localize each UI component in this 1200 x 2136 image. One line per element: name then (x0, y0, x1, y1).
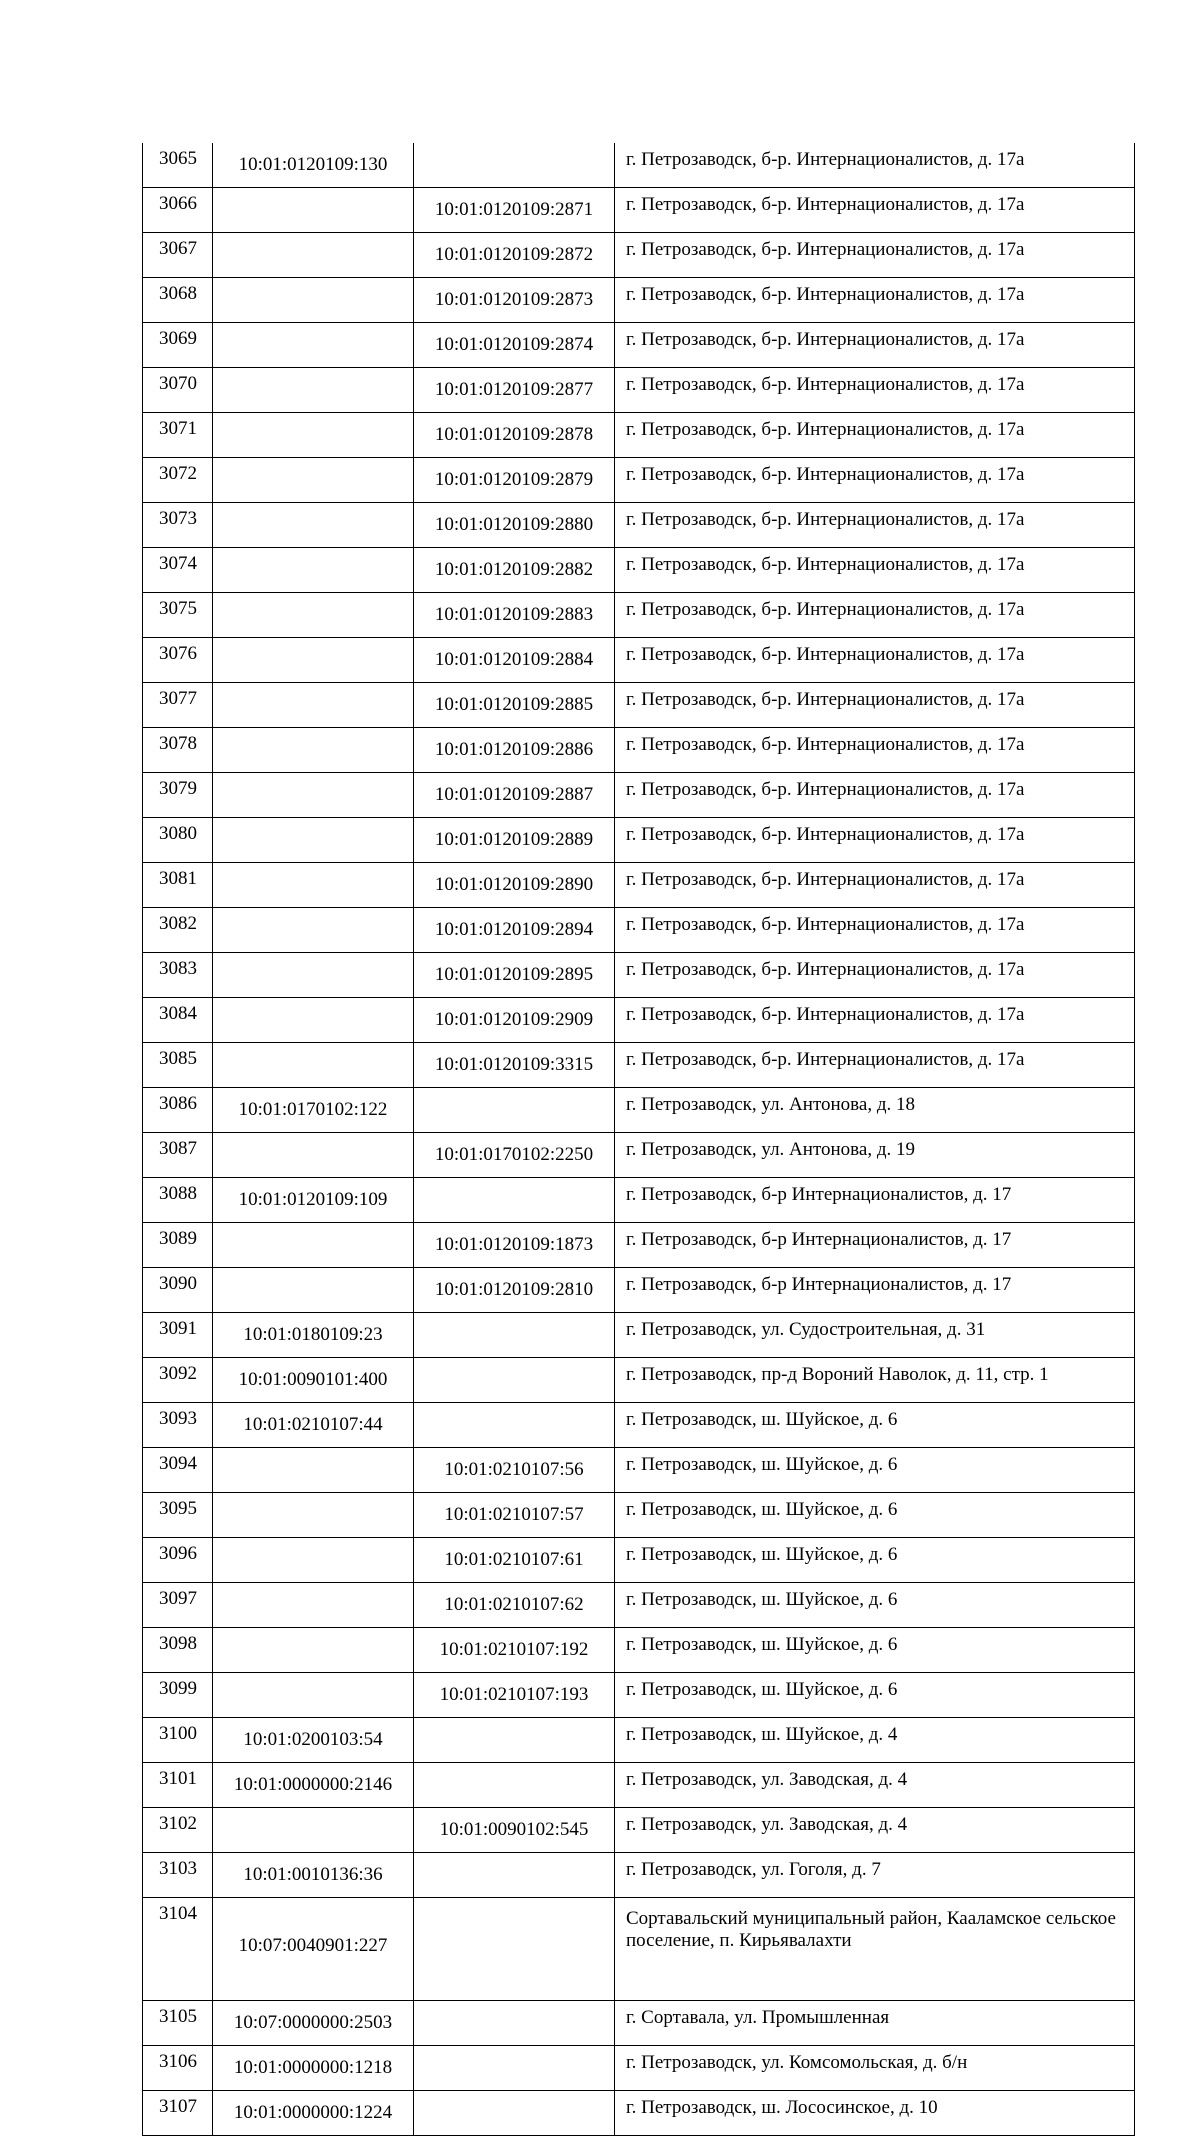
address-cell: г. Петрозаводск, б-р Интернационалистов, д. 17 (615, 1268, 1135, 1313)
row-number-cell: 3105 (143, 2001, 213, 2046)
linked-cadastral-number-cell: 10:01:0120109:2889 (414, 818, 615, 863)
row-number-cell: 3098 (143, 1628, 213, 1673)
address-cell: г. Петрозаводск, ш. Шуйское, д. 6 (615, 1673, 1135, 1718)
row-number-cell: 3101 (143, 1763, 213, 1808)
row-number-cell: 3065 (143, 143, 213, 188)
table-row (143, 2046, 1135, 2091)
row-number-cell: 3069 (143, 323, 213, 368)
table-row (143, 1358, 1135, 1403)
row-number-cell: 3077 (143, 683, 213, 728)
row-number-cell: 3072 (143, 458, 213, 503)
cadastral-number-cell (213, 1538, 414, 1583)
cadastral-number-cell (213, 1583, 414, 1628)
table-row (143, 548, 1135, 593)
address-cell: г. Петрозаводск, ул. Антонова, д. 19 (615, 1133, 1135, 1178)
cadastral-number-cell (213, 773, 414, 818)
cadastral-number-cell: 10:07:0000000:2503 (213, 2001, 414, 2046)
linked-cadastral-number-cell: 10:01:0120109:2885 (414, 683, 615, 728)
cadastral-number-cell (213, 188, 414, 233)
table-row (143, 1403, 1135, 1448)
address-cell: г. Петрозаводск, б-р. Интернационалистов, д. 17а (615, 638, 1135, 683)
table-row (143, 503, 1135, 548)
table-row (143, 1808, 1135, 1853)
cadastral-number-cell (213, 368, 414, 413)
cadastral-number-cell (213, 638, 414, 683)
table-row (143, 1583, 1135, 1628)
address-cell: г. Петрозаводск, ш. Шуйское, д. 6 (615, 1493, 1135, 1538)
table-row (143, 638, 1135, 683)
address-cell: г. Петрозаводск, б-р. Интернационалистов, д. 17а (615, 368, 1135, 413)
linked-cadastral-number-cell (414, 1898, 615, 2001)
cadastral-number-cell (213, 818, 414, 863)
address-cell: г. Петрозаводск, б-р. Интернационалистов, д. 17а (615, 323, 1135, 368)
linked-cadastral-number-cell (414, 1403, 615, 1448)
address-cell: г. Петрозаводск, б-р. Интернационалистов, д. 17а (615, 143, 1135, 188)
row-number-cell: 3097 (143, 1583, 213, 1628)
cadastral-number-cell: 10:01:0120109:130 (213, 143, 414, 188)
table-row (143, 998, 1135, 1043)
address-cell: г. Петрозаводск, б-р. Интернационалистов, д. 17а (615, 278, 1135, 323)
row-number-cell: 3084 (143, 998, 213, 1043)
address-cell: г. Петрозаводск, ул. Заводская, д. 4 (615, 1763, 1135, 1808)
table-row (143, 1178, 1135, 1223)
linked-cadastral-number-cell: 10:01:0120109:2890 (414, 863, 615, 908)
address-cell: г. Петрозаводск, ул. Антонова, д. 18 (615, 1088, 1135, 1133)
table-row (143, 1853, 1135, 1898)
row-number-cell: 3067 (143, 233, 213, 278)
table-row (143, 863, 1135, 908)
table-row (143, 233, 1135, 278)
row-number-cell: 3102 (143, 1808, 213, 1853)
cadastral-number-cell (213, 683, 414, 728)
linked-cadastral-number-cell: 10:01:0120109:2810 (414, 1268, 615, 1313)
linked-cadastral-number-cell: 10:01:0120109:2874 (414, 323, 615, 368)
row-number-cell: 3082 (143, 908, 213, 953)
table-row (143, 1088, 1135, 1133)
cadastral-number-cell (213, 1043, 414, 1088)
table-row (143, 1493, 1135, 1538)
linked-cadastral-number-cell: 10:01:0170102:2250 (414, 1133, 615, 1178)
address-cell: г. Петрозаводск, ш. Шуйское, д. 6 (615, 1628, 1135, 1673)
cadastral-number-cell: 10:01:0090101:400 (213, 1358, 414, 1403)
linked-cadastral-number-cell: 10:01:0120109:2873 (414, 278, 615, 323)
cadastral-number-cell: 10:01:0010136:36 (213, 1853, 414, 1898)
table-row (143, 1313, 1135, 1358)
address-cell: г. Петрозаводск, б-р. Интернационалистов, д. 17а (615, 413, 1135, 458)
table-row (143, 1673, 1135, 1718)
linked-cadastral-number-cell: 10:01:0210107:193 (414, 1673, 615, 1718)
row-number-cell: 3104 (143, 1898, 213, 2001)
cadastral-table (142, 143, 1135, 2136)
cadastral-number-cell: 10:01:0170102:122 (213, 1088, 414, 1133)
cadastral-number-cell (213, 863, 414, 908)
table-row (143, 1898, 1135, 2001)
cadastral-number-cell (213, 1493, 414, 1538)
cadastral-number-cell (213, 593, 414, 638)
linked-cadastral-number-cell: 10:01:0120109:2880 (414, 503, 615, 548)
row-number-cell: 3074 (143, 548, 213, 593)
table-row (143, 1223, 1135, 1268)
row-number-cell: 3076 (143, 638, 213, 683)
address-cell: г. Петрозаводск, б-р Интернационалистов, д. 17 (615, 1223, 1135, 1268)
address-cell: г. Петрозаводск, б-р. Интернационалистов, д. 17а (615, 818, 1135, 863)
row-number-cell: 3086 (143, 1088, 213, 1133)
linked-cadastral-number-cell: 10:01:0120109:2886 (414, 728, 615, 773)
row-number-cell: 3095 (143, 1493, 213, 1538)
table-row (143, 368, 1135, 413)
linked-cadastral-number-cell: 10:01:0210107:192 (414, 1628, 615, 1673)
cadastral-number-cell (213, 1808, 414, 1853)
address-cell: г. Петрозаводск, ул. Заводская, д. 4 (615, 1808, 1135, 1853)
linked-cadastral-number-cell: 10:01:0120109:2877 (414, 368, 615, 413)
address-cell: г. Петрозаводск, б-р. Интернационалистов, д. 17а (615, 728, 1135, 773)
cadastral-number-cell (213, 953, 414, 998)
table-row (143, 278, 1135, 323)
linked-cadastral-number-cell: 10:01:0120109:2895 (414, 953, 615, 998)
cadastral-number-cell (213, 503, 414, 548)
table-row (143, 323, 1135, 368)
linked-cadastral-number-cell: 10:01:0120109:2882 (414, 548, 615, 593)
linked-cadastral-number-cell (414, 1178, 615, 1223)
row-number-cell: 3093 (143, 1403, 213, 1448)
address-cell: г. Петрозаводск, б-р. Интернационалистов, д. 17а (615, 593, 1135, 638)
linked-cadastral-number-cell (414, 1853, 615, 1898)
cadastral-number-cell (213, 1673, 414, 1718)
cadastral-number-cell: 10:01:0180109:23 (213, 1313, 414, 1358)
row-number-cell: 3079 (143, 773, 213, 818)
table-row (143, 1043, 1135, 1088)
row-number-cell: 3106 (143, 2046, 213, 2091)
linked-cadastral-number-cell (414, 143, 615, 188)
table-row (143, 2091, 1135, 2136)
table-row (143, 458, 1135, 503)
linked-cadastral-number-cell: 10:01:0120109:2884 (414, 638, 615, 683)
linked-cadastral-number-cell: 10:01:0210107:57 (414, 1493, 615, 1538)
row-number-cell: 3107 (143, 2091, 213, 2136)
address-cell: г. Петрозаводск, б-р. Интернационалистов, д. 17а (615, 1043, 1135, 1088)
linked-cadastral-number-cell: 10:01:0120109:2894 (414, 908, 615, 953)
cadastral-number-cell (213, 548, 414, 593)
cadastral-number-cell (213, 323, 414, 368)
linked-cadastral-number-cell: 10:01:0210107:62 (414, 1583, 615, 1628)
table-row (143, 1538, 1135, 1583)
linked-cadastral-number-cell: 10:01:0120109:1873 (414, 1223, 615, 1268)
table-row (143, 1718, 1135, 1763)
row-number-cell: 3073 (143, 503, 213, 548)
address-cell: г. Петрозаводск, ш. Шуйское, д. 6 (615, 1583, 1135, 1628)
table-row (143, 773, 1135, 818)
linked-cadastral-number-cell (414, 1358, 615, 1403)
table-row (143, 593, 1135, 638)
row-number-cell: 3081 (143, 863, 213, 908)
row-number-cell: 3089 (143, 1223, 213, 1268)
address-cell: г. Петрозаводск, б-р. Интернационалистов, д. 17а (615, 683, 1135, 728)
row-number-cell: 3094 (143, 1448, 213, 1493)
table-body (143, 143, 1135, 2136)
address-cell: г. Петрозаводск, ш. Шуйское, д. 6 (615, 1403, 1135, 1448)
cadastral-number-cell: 10:07:0040901:227 (213, 1898, 414, 2001)
linked-cadastral-number-cell: 10:01:0120109:2887 (414, 773, 615, 818)
cadastral-number-cell (213, 1223, 414, 1268)
table-row (143, 1448, 1135, 1493)
table-row (143, 728, 1135, 773)
row-number-cell: 3083 (143, 953, 213, 998)
address-cell: г. Петрозаводск, ул. Судостроительная, д. 31 (615, 1313, 1135, 1358)
row-number-cell: 3100 (143, 1718, 213, 1763)
linked-cadastral-number-cell: 10:01:0210107:56 (414, 1448, 615, 1493)
table-row (143, 1268, 1135, 1313)
linked-cadastral-number-cell: 10:01:0120109:2883 (414, 593, 615, 638)
cadastral-number-cell (213, 728, 414, 773)
address-cell: г. Петрозаводск, ул. Комсомольская, д. б/н (615, 2046, 1135, 2091)
address-cell: г. Петрозаводск, ш. Лососинское, д. 10 (615, 2091, 1135, 2136)
row-number-cell: 3091 (143, 1313, 213, 1358)
cadastral-number-cell (213, 1448, 414, 1493)
cadastral-number-cell (213, 998, 414, 1043)
address-cell: г. Петрозаводск, б-р. Интернационалистов, д. 17а (615, 458, 1135, 503)
cadastral-number-cell (213, 233, 414, 278)
table-row (143, 1763, 1135, 1808)
address-cell: г. Петрозаводск, ул. Гоголя, д. 7 (615, 1853, 1135, 1898)
table-row (143, 143, 1135, 188)
row-number-cell: 3066 (143, 188, 213, 233)
address-cell: г. Петрозаводск, б-р. Интернационалистов, д. 17а (615, 548, 1135, 593)
row-number-cell: 3096 (143, 1538, 213, 1583)
linked-cadastral-number-cell (414, 1718, 615, 1763)
table-row (143, 188, 1135, 233)
address-cell: г. Петрозаводск, ш. Шуйское, д. 4 (615, 1718, 1135, 1763)
row-number-cell: 3092 (143, 1358, 213, 1403)
address-cell: г. Петрозаводск, ш. Шуйское, д. 6 (615, 1538, 1135, 1583)
linked-cadastral-number-cell (414, 2046, 615, 2091)
table-row (143, 1133, 1135, 1178)
linked-cadastral-number-cell (414, 1763, 615, 1808)
cadastral-number-cell: 10:01:0120109:109 (213, 1178, 414, 1223)
table-row (143, 2001, 1135, 2046)
address-cell: г. Петрозаводск, ш. Шуйское, д. 6 (615, 1448, 1135, 1493)
table-row (143, 1628, 1135, 1673)
cadastral-number-cell (213, 1133, 414, 1178)
linked-cadastral-number-cell: 10:01:0120109:2872 (414, 233, 615, 278)
row-number-cell: 3070 (143, 368, 213, 413)
linked-cadastral-number-cell (414, 1313, 615, 1358)
cadastral-number-cell (213, 278, 414, 323)
row-number-cell: 3088 (143, 1178, 213, 1223)
cadastral-number-cell (213, 908, 414, 953)
address-cell: г. Сортавала, ул. Промышленная (615, 2001, 1135, 2046)
cadastral-number-cell: 10:01:0200103:54 (213, 1718, 414, 1763)
table-row (143, 683, 1135, 728)
linked-cadastral-number-cell: 10:01:0120109:2871 (414, 188, 615, 233)
linked-cadastral-number-cell (414, 1088, 615, 1133)
cadastral-number-cell (213, 1268, 414, 1313)
address-cell: г. Петрозаводск, б-р. Интернационалистов, д. 17а (615, 953, 1135, 998)
address-cell: г. Петрозаводск, б-р. Интернационалистов, д. 17а (615, 908, 1135, 953)
address-cell: г. Петрозаводск, б-р. Интернационалистов, д. 17а (615, 233, 1135, 278)
row-number-cell: 3068 (143, 278, 213, 323)
linked-cadastral-number-cell: 10:01:0120109:2878 (414, 413, 615, 458)
linked-cadastral-number-cell: 10:01:0120109:2879 (414, 458, 615, 503)
row-number-cell: 3103 (143, 1853, 213, 1898)
row-number-cell: 3080 (143, 818, 213, 863)
address-cell: г. Петрозаводск, б-р. Интернационалистов, д. 17а (615, 863, 1135, 908)
cadastral-number-cell (213, 1628, 414, 1673)
cadastral-number-cell: 10:01:0000000:1218 (213, 2046, 414, 2091)
table-row (143, 908, 1135, 953)
cadastral-number-cell (213, 413, 414, 458)
row-number-cell: 3075 (143, 593, 213, 638)
linked-cadastral-number-cell: 10:01:0120109:3315 (414, 1043, 615, 1088)
row-number-cell: 3071 (143, 413, 213, 458)
row-number-cell: 3078 (143, 728, 213, 773)
linked-cadastral-number-cell (414, 2091, 615, 2136)
row-number-cell: 3099 (143, 1673, 213, 1718)
table-row (143, 818, 1135, 863)
address-cell: г. Петрозаводск, пр-д Вороний Наволок, д. 11, стр. 1 (615, 1358, 1135, 1403)
cadastral-number-cell: 10:01:0210107:44 (213, 1403, 414, 1448)
linked-cadastral-number-cell: 10:01:0090102:545 (414, 1808, 615, 1853)
table-row (143, 413, 1135, 458)
address-cell: г. Петрозаводск, б-р. Интернационалистов, д. 17а (615, 773, 1135, 818)
address-cell: г. Петрозаводск, б-р. Интернационалистов, д. 17а (615, 188, 1135, 233)
row-number-cell: 3087 (143, 1133, 213, 1178)
row-number-cell: 3090 (143, 1268, 213, 1313)
address-cell: г. Петрозаводск, б-р Интернационалистов, д. 17 (615, 1178, 1135, 1223)
linked-cadastral-number-cell (414, 2001, 615, 2046)
address-cell: г. Петрозаводск, б-р. Интернационалистов, д. 17а (615, 503, 1135, 548)
cadastral-number-cell: 10:01:0000000:2146 (213, 1763, 414, 1808)
cadastral-number-cell: 10:01:0000000:1224 (213, 2091, 414, 2136)
linked-cadastral-number-cell: 10:01:0120109:2909 (414, 998, 615, 1043)
address-cell: Сортавальский муниципальный район, Кааламское сельское поселение, п. Кирьявалахти (615, 1898, 1135, 2001)
linked-cadastral-number-cell: 10:01:0210107:61 (414, 1538, 615, 1583)
cadastral-number-cell (213, 458, 414, 503)
table-row (143, 953, 1135, 998)
address-cell: г. Петрозаводск, б-р. Интернационалистов, д. 17а (615, 998, 1135, 1043)
row-number-cell: 3085 (143, 1043, 213, 1088)
